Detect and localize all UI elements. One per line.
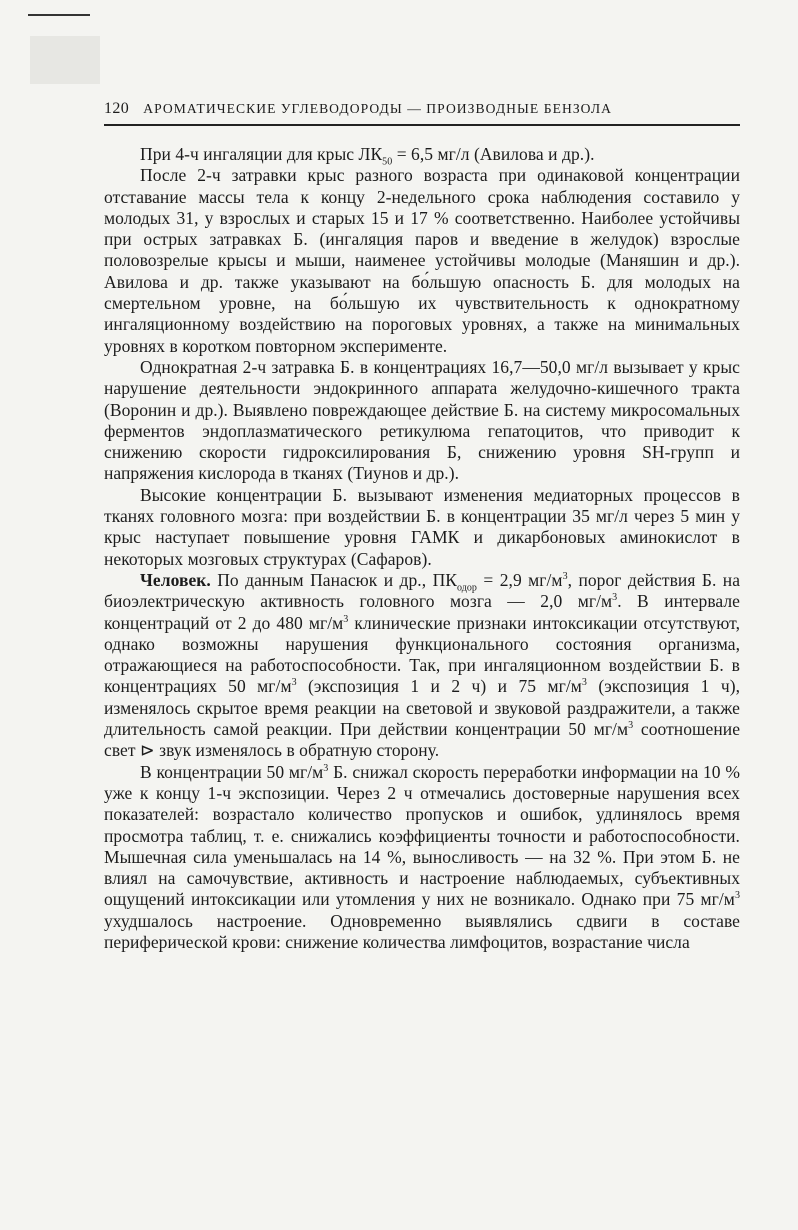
text-run: После 2-ч затравки крыс разного возраста при одинаковой концентрации отставание массы тела к концу 2-недельного срока наблюдения составило у молодых 31, у взрослых и старых 15 и 17 % соответственно. Наиболее устойчивы при острых затравках Б. (ингаляция паров и введение в желудок) взрослые половозрелые крысы и мыши, наименее устойчивы молодые (Маняшин и др.). Авилова и др. также указывают на бо́льшую опасность Б. для молодых на смертельном уровне, на бо́льшую их чувствительность к однократному ингаляционному воздействию на пороговых уровнях, а также на минимальных уровнях в коротком повторном эксперименте. bbox=[104, 165, 740, 356]
text-run: (экспозиция 1 ч), изменялось скрытое время реакции на световой и звуковой раздражители, а также длительность самой реакции. При действии концентрации 50 мг/м bbox=[104, 676, 741, 740]
scan-top-rule bbox=[28, 14, 90, 16]
sup-text: 3 bbox=[291, 677, 297, 689]
sub-text: 50 bbox=[382, 156, 393, 168]
sup-text: 3 bbox=[323, 762, 329, 774]
sub-text: одор bbox=[456, 582, 477, 594]
text-run: = 2,9 мг/м bbox=[476, 569, 563, 590]
run-in-heading: Человек. bbox=[140, 569, 211, 590]
text-run: (экспозиция 1 и 2 ч) и 75 мг/м bbox=[296, 676, 582, 697]
text-run: клинические признаки интоксикации отсутствуют, однако возможны нарушения функционального состояния организма, отражающиеся на работоспособности. Так, при ингаляционном воздействии Б. в концентрациях 50 мг/м bbox=[104, 612, 740, 697]
text-run: В концентрации 50 мг/м bbox=[140, 761, 324, 782]
text-run: Однократная 2-ч затравка Б. в концентрациях 16,7—50,0 мг/л вызывает у крыс нарушение деятельности эндокринного аппарата желудочно-кишечного тракта (Воронин и др.). Выявлено повреждающее действие Б. на систему микросомальных ферментов эндоплазматического ретикулюма гепатоцитов, что приводит к снижению скорости гидроксилирования Б, снижению уровня SH-групп и напряжения кислорода в тканях (Тиунов и др.). bbox=[104, 356, 740, 484]
paragraph bbox=[104, 165, 740, 357]
sup-text: 3 bbox=[562, 571, 568, 583]
text-run: соотношение свет ⊳ звук изменялось в обратную сторону. bbox=[104, 719, 741, 761]
text-run: . В интервале концентраций от 2 до 480 мг/м bbox=[104, 591, 740, 633]
scan-smudge bbox=[30, 36, 100, 84]
book-page bbox=[104, 100, 740, 953]
text-run: При 4-ч ингаляции для крыс ЛК bbox=[140, 144, 383, 164]
page-number: 120 bbox=[104, 100, 130, 117]
sup-text: 3 bbox=[628, 720, 634, 732]
paragraph bbox=[104, 485, 740, 570]
paragraph bbox=[104, 570, 740, 762]
paragraph bbox=[104, 762, 740, 954]
sup-text: 3 bbox=[343, 613, 349, 625]
running-head: АРОМАТИЧЕСКИЕ УГЛЕВОДОРОДЫ — ПРОИЗВОДНЫЕ БЕНЗОЛА bbox=[143, 101, 612, 116]
page-header bbox=[104, 100, 740, 126]
text-run: По данным Панасюк и др., ПК bbox=[210, 569, 457, 590]
text-run: , порог действия Б. на биоэлектрическую активность головного мозга — 2,0 мг/м bbox=[104, 569, 741, 612]
sup-text: 3 bbox=[581, 677, 587, 689]
body-text bbox=[104, 144, 740, 953]
sup-text: 3 bbox=[734, 890, 740, 902]
sup-text: 3 bbox=[612, 592, 618, 604]
text-run: Б. снижал скорость переработки информации на 10 % уже к концу 1-ч экспозиции. Через 2 ч отмечались достоверные нарушения всех показателей: возрастало количество пропусков и ошибок, удлинялось время просмотра таблиц, т. е. снижались коэффициенты точности и работоспособности. Мышечная сила уменьшалась на 14 %, выносливость — на 32 %. При этом Б. не влиял на самочувствие, активность и настроение наблюдаемых, субъективных ощущений интоксикации или утомления у них не возникало. Однако при 75 мг/м bbox=[104, 761, 740, 910]
paragraph bbox=[104, 357, 740, 485]
text-run: Высокие концентрации Б. вызывают изменения медиаторных процессов в тканях головного мозга: при воздействии Б. в концентрации 35 мг/л через 5 мин у крыс наступает повышение уровня ГАМК и дикарбоновых аминокислот в некоторых мозговых структурах (Сафаров). bbox=[104, 484, 740, 569]
text-run: = 6,5 мг/л (Авилова и др.). bbox=[392, 144, 595, 164]
text-run: ухудшалось настроение. Одновременно выявлялись сдвиги в составе периферической крови: снижение количества лимфоцитов, возрастание числа bbox=[104, 910, 740, 952]
paragraph bbox=[104, 144, 740, 168]
